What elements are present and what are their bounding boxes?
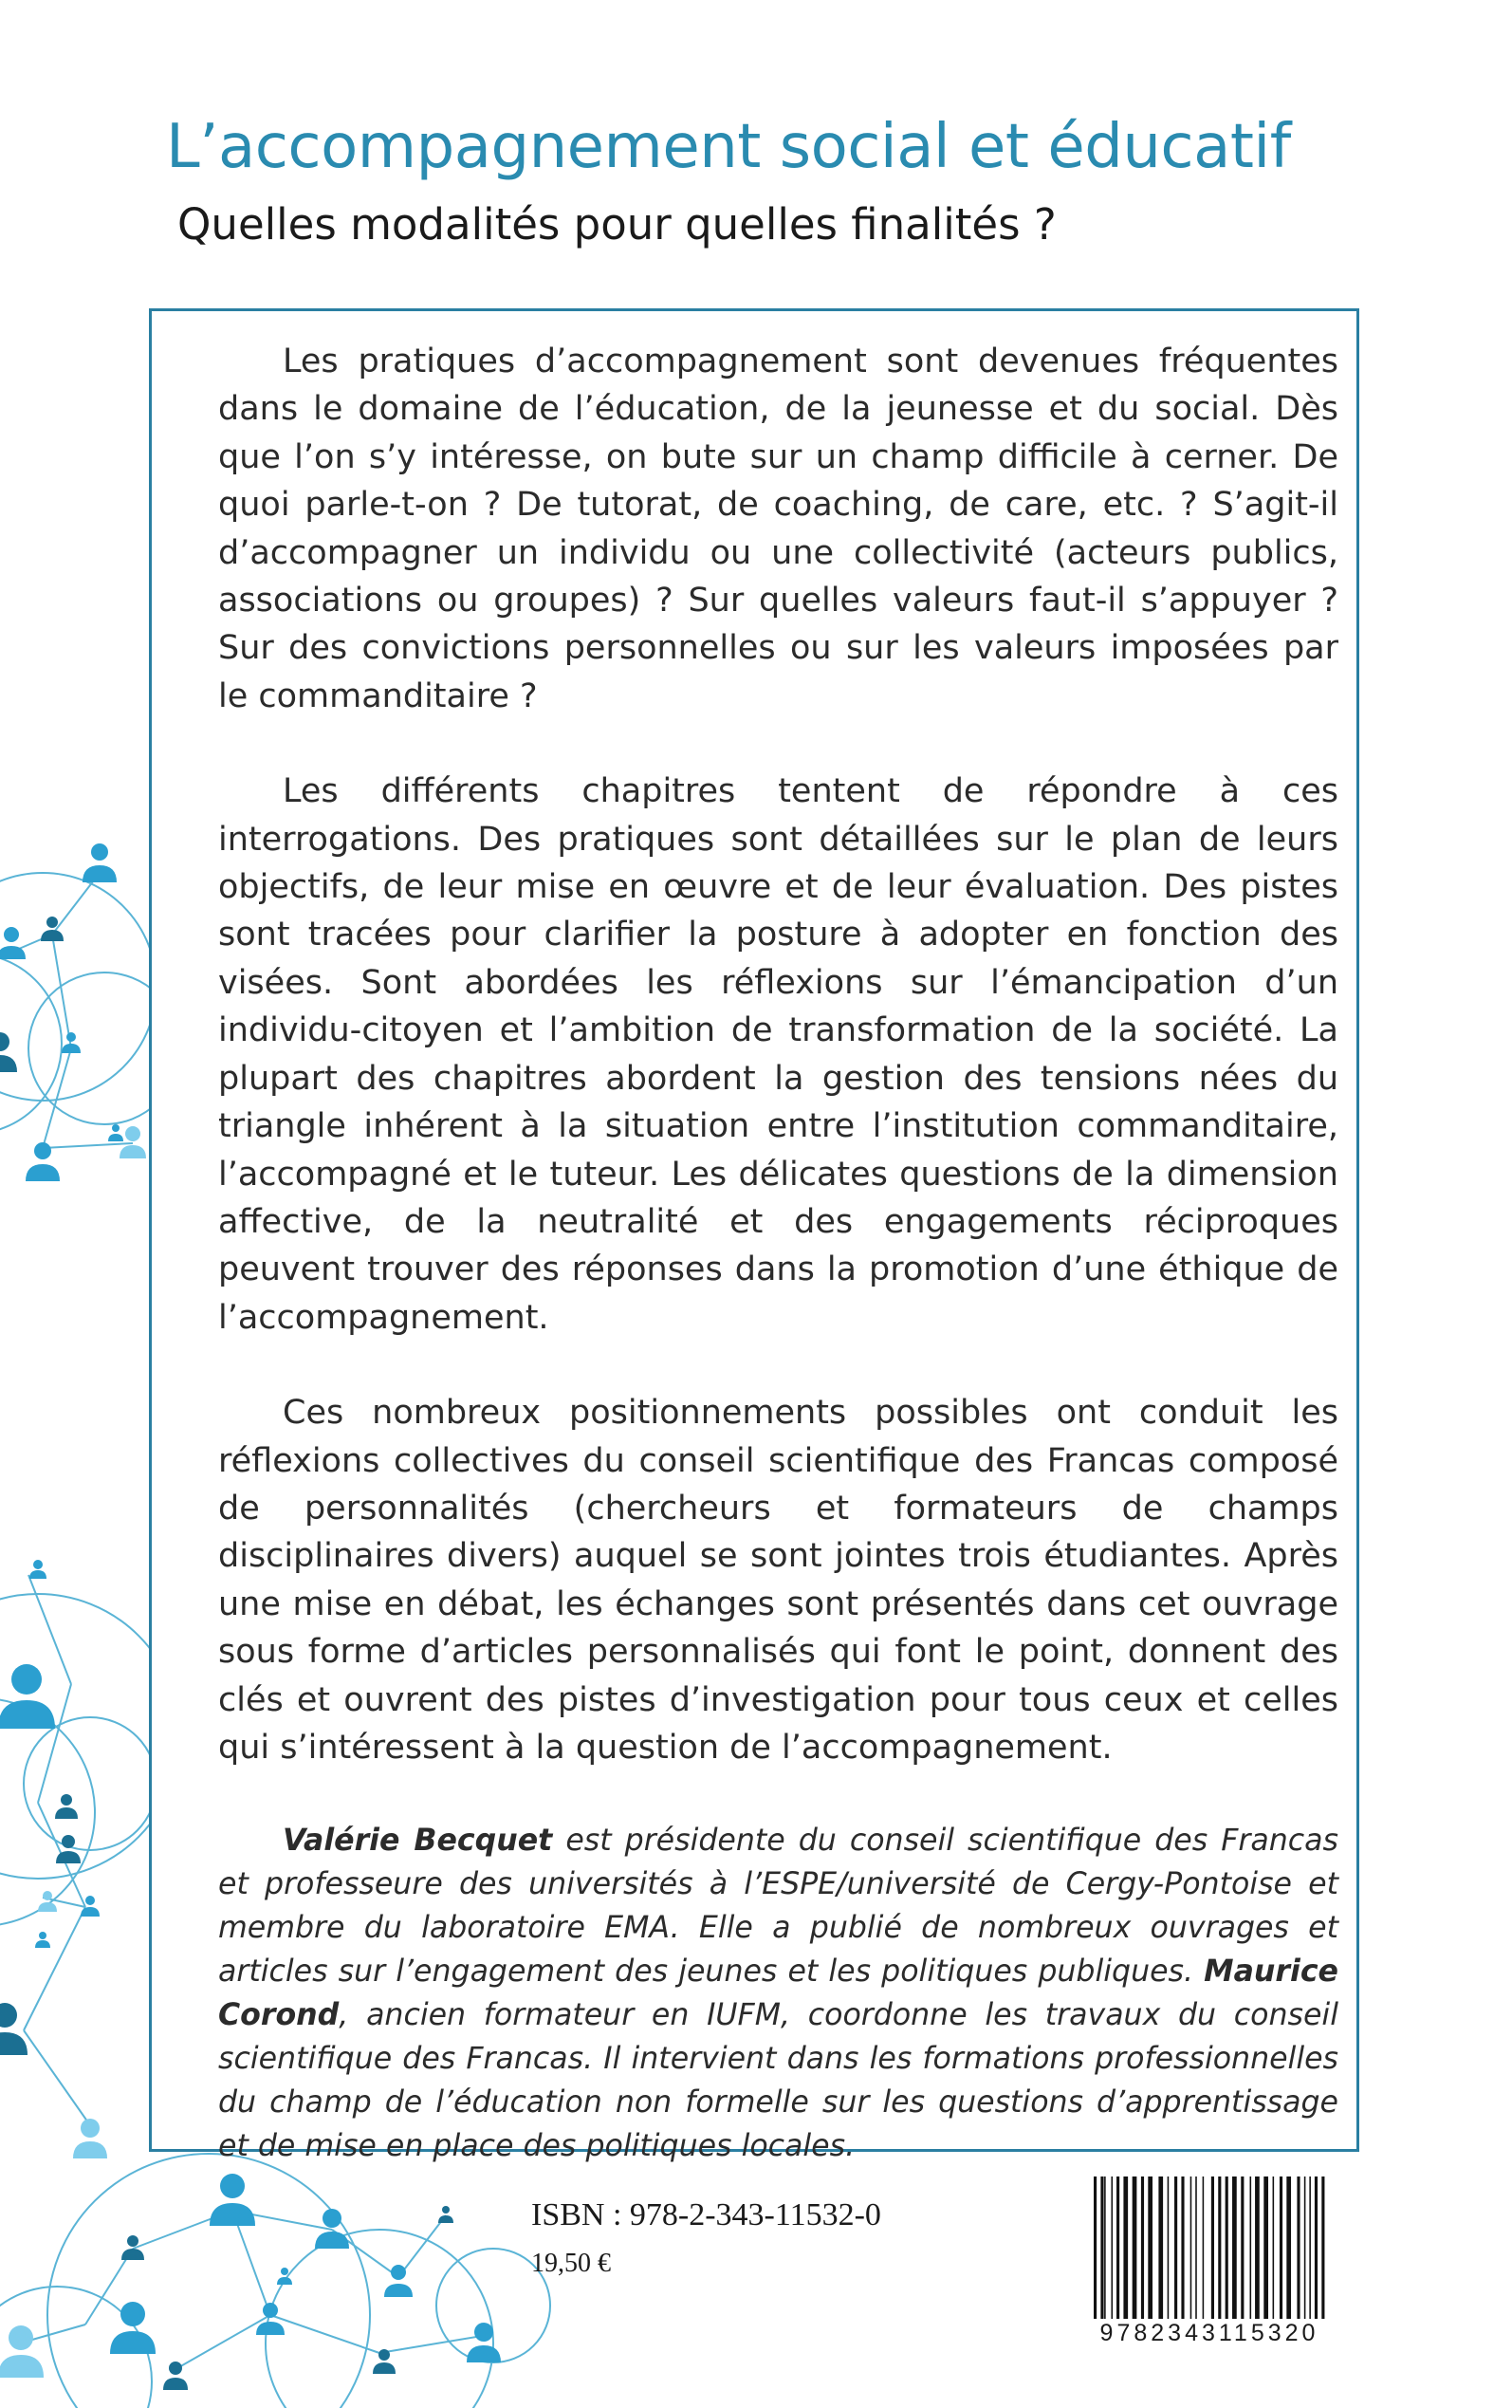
book-subtitle: Quelles modalités pour quelles finalités ? xyxy=(177,199,1057,250)
barcode-bar xyxy=(1273,2176,1275,2319)
barcode-bar xyxy=(1168,2176,1170,2319)
author-name-2: Maurice Corond xyxy=(218,1954,1338,2033)
book-title: L’accompagnement social et éducatif xyxy=(166,112,1291,182)
blurb-frame xyxy=(149,308,1359,2164)
barcode-bar xyxy=(1263,2176,1268,2319)
barcode-bar xyxy=(1111,2176,1113,2319)
barcode-bar xyxy=(1232,2176,1237,2319)
barcode-bar xyxy=(1226,2176,1228,2319)
barcode-bar xyxy=(1190,2176,1192,2319)
barcode-bar xyxy=(1255,2176,1260,2319)
blurb-paragraph-3: Ces nombreux positionnements possibles ont conduit les réflexions collectives du conseil scientifique des Francas composé de personnalités (chercheurs et formateurs de champs disciplinaires divers) auquel se sont jointes trois étudiantes. Après une mise en débat, les échanges sont présentés dans cet ouvrage sous forme d’articles personnalisés qui font le point, donnent des clés et ouvrent des pistes d’investigation pour tous ceux et celles qui s’intéressent à la question de l’accompagnement. xyxy=(218,1394,1338,1767)
author-bio-1: est présidente du conseil scientifique des Francas et professeure des universités à l’ESPE/université de Cergy-Pontoise et membre du laboratoire EMA. Elle a publié de nombreux ouvrages et articles sur l’engagement des jeunes et les politiques publiques. xyxy=(218,1824,1338,1990)
isbn-text: ISBN : 978-2-343-11532-0 xyxy=(531,2197,881,2232)
barcode-bar xyxy=(1321,2176,1324,2319)
barcode-bar xyxy=(1280,2176,1282,2319)
barcode-bar xyxy=(1141,2176,1144,2319)
barcode-bar xyxy=(1250,2176,1252,2319)
barcode-bar xyxy=(1116,2176,1119,2319)
barcode-bar xyxy=(1104,2176,1106,2319)
author-bio-2: , ancien formateur en IUFM, coordonne les travaux du conseil scientifique des Francas. Il intervient dans les formations professionnelles du champ de l’éducation non formelle sur les questions d’apprentissage et de mise en place des politiques locales. xyxy=(218,1998,1338,2164)
barcode-bar xyxy=(1241,2176,1244,2319)
barcode-digits: 9782343115320 xyxy=(1099,2320,1319,2346)
barcode-bar xyxy=(1309,2176,1311,2319)
author-bio xyxy=(218,1819,1338,2168)
price-text: 19,50 € xyxy=(531,2249,611,2278)
author-name-1: Valérie Becquet xyxy=(283,1824,553,1859)
barcode-bar xyxy=(1133,2176,1137,2319)
barcode-bar xyxy=(1148,2176,1152,2319)
barcode-bar xyxy=(1286,2176,1291,2319)
barcode-icon xyxy=(1091,2176,1328,2324)
barcode-bar xyxy=(1203,2176,1205,2319)
barcode-bar xyxy=(1158,2176,1163,2319)
barcode-bar xyxy=(1123,2176,1128,2319)
blurb-text xyxy=(218,338,1338,2168)
blurb-paragraph-1: Les pratiques d’accompagnement sont devenues fréquentes dans le domaine de l’éducation, de la jeunesse et du social. Dès que l’on s’y intéresse, on bute sur un champ difficile à cerner. De quoi parle-t-on ? De tutorat, de coaching, de care, etc. ? S’agit-il d’accompagner un individu ou une collectivité (acteurs publics, associations ou groupes) ? Sur quelles valeurs faut-il s’appuyer ? Sur des convictions personnelles ou sur les valeurs imposées par le commanditaire ? xyxy=(218,343,1338,715)
barcode-bar xyxy=(1094,2176,1097,2319)
barcode-bar xyxy=(1218,2176,1221,2319)
barcode-bar xyxy=(1304,2176,1306,2319)
barcode-bar xyxy=(1297,2176,1300,2319)
blurb-paragraph-2: Les différents chapitres tentent de répondre à ces interrogations. Des pratiques sont détaillées sur le plan de leurs objectifs, de leur mise en œuvre et de leur évaluation. Des pistes sont tracées pour clarifier la posture à adopter en fonction des visées. Sont abordées les réflexions sur l’émancipation d’un individu-citoyen et l’ambition de transformation de la société. La plupart des chapitres abordent la gestion des tensions nées du triangle inhérent à la situation entre l’institution commanditaire, l’accompagné et le tuteur. Les délicates questions de la dimension affective, de la neutralité et des engagements réciproques peuvent trouver des réponses dans la promotion d’une éthique de l’accompagnement. xyxy=(218,772,1338,1337)
barcode-bar xyxy=(1100,2176,1103,2319)
barcode-bar xyxy=(1211,2176,1214,2319)
barcode-bar xyxy=(1181,2176,1184,2319)
barcode-bar xyxy=(1174,2176,1177,2319)
barcode-bar xyxy=(1315,2176,1318,2319)
barcode-bar xyxy=(1195,2176,1197,2319)
